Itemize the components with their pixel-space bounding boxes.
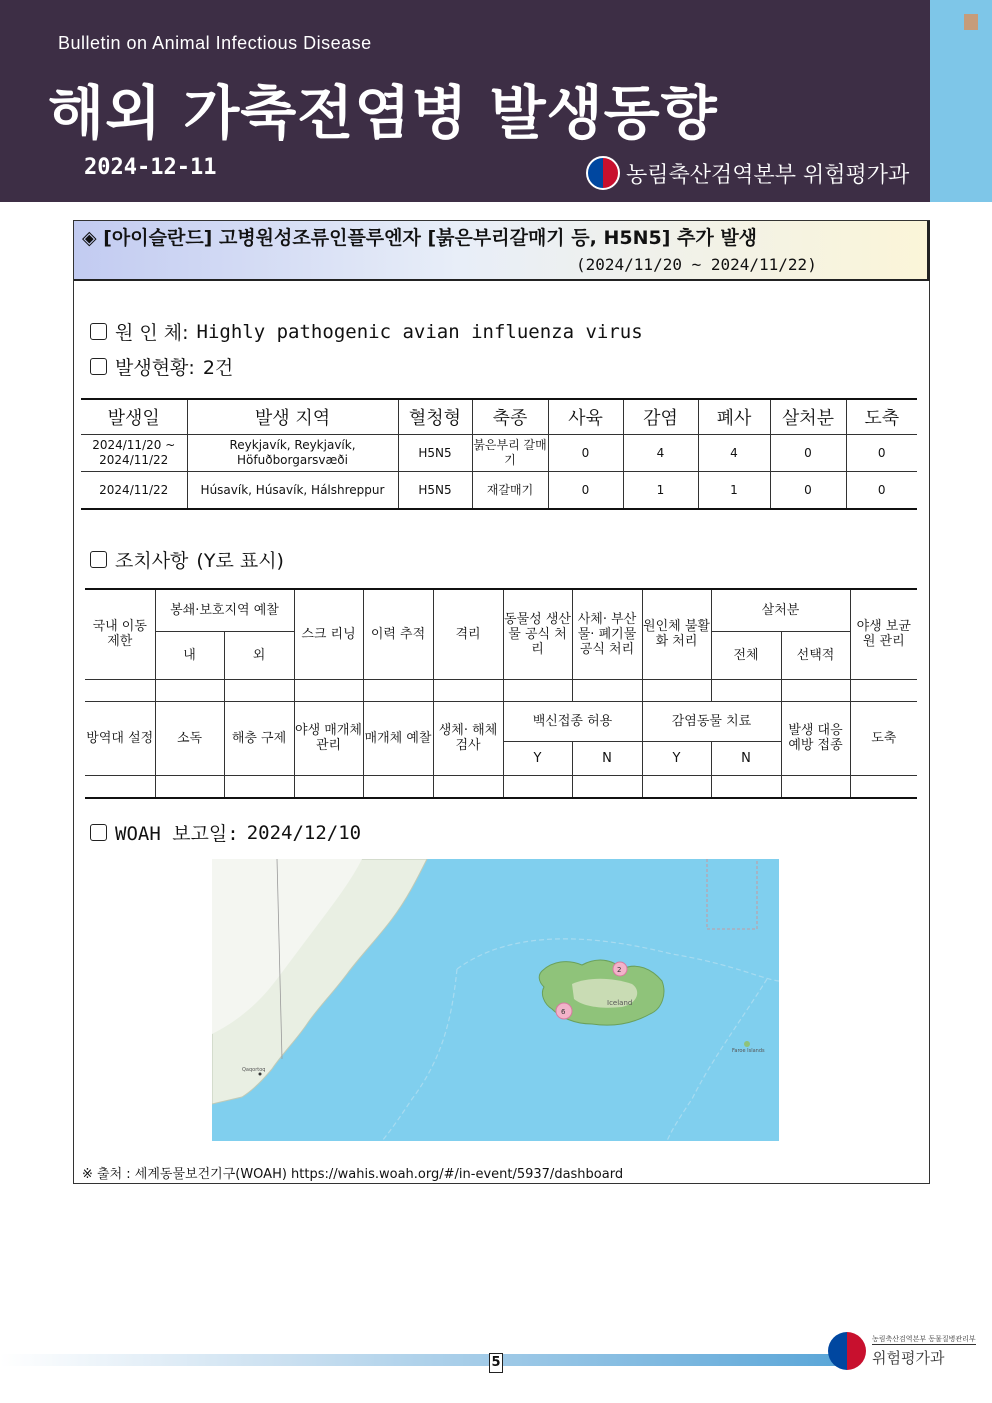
eez-line [667, 979, 767, 1141]
checkbox-icon [90, 824, 107, 841]
cluster-count: 6 [561, 1008, 566, 1016]
measures-blank-row [85, 679, 917, 701]
measures-table [85, 588, 917, 799]
woah-date: 2024/12/10 [246, 821, 362, 844]
m-prevent-vacc: 발생 대응 예방 접종 [781, 701, 850, 775]
status-label: 발생현황: [115, 357, 195, 379]
col-header: 살처분 [770, 399, 846, 435]
accent-square-icon [964, 14, 978, 30]
m-inactivation: 원인체 불활화 처리 [642, 589, 711, 679]
page-number: 5 [489, 1353, 503, 1373]
m-quarantine: 격리 [433, 589, 503, 679]
cell-region: Húsavík, Húsavík, Hálshreppur [187, 472, 398, 510]
col-header: 폐사 [698, 399, 770, 435]
m-treatment: 감염동물 치료 [642, 701, 781, 741]
iceland-label: Iceland [607, 999, 633, 1007]
measures-note: (Y로 표시) [196, 550, 284, 572]
measures-label: 조치사항 [115, 550, 189, 572]
m-vacc-y: Y [503, 741, 572, 775]
footer-org [872, 1334, 976, 1368]
col-header: 혈청형 [398, 399, 472, 435]
cell-killed: 0 [770, 472, 846, 510]
header-accent-bar [930, 0, 992, 202]
col-header: 사육 [548, 399, 623, 435]
m-wild-vector: 야생 매개체 관리 [294, 701, 363, 775]
m-cull-all: 전체 [711, 631, 781, 679]
outbreak-table [81, 398, 917, 510]
pathogen-line [90, 318, 643, 345]
footer-org-small: 농림축산검역본부 동물질병관리부 [872, 1335, 976, 1343]
footer-org-big: 위험평가과 [872, 1344, 976, 1368]
measures-blank-row [85, 775, 917, 798]
m-carcass: 사체· 부산물· 폐기물 공식 처리 [572, 589, 642, 679]
cell-susceptible: 0 [548, 435, 623, 472]
section-title: ◈ [아이슬란드] 고병원성조류인플루엔자 [붉은부리갈매기 등, H5N5] 추가 발생 [82, 227, 758, 249]
m-treat-y: Y [642, 741, 711, 775]
section-header [74, 221, 929, 281]
cell-serotype: H5N5 [398, 472, 472, 510]
header-org-text: 농림축산검역본부 위험평가과 [626, 162, 910, 188]
cell-date: 2024/11/20 ~ 2024/11/22 [81, 435, 187, 472]
woah-line [90, 819, 361, 846]
cell-species: 붉은부리 갈매기 [472, 435, 548, 472]
m-zone-out: 외 [224, 631, 294, 679]
cell-deaths: 1 [698, 472, 770, 510]
m-vacc-n: N [572, 741, 642, 775]
cell-killed: 0 [770, 435, 846, 472]
m-domestic: 국내 이동 제한 [85, 589, 155, 679]
taeguk-logo-icon [586, 156, 620, 190]
col-header: 발생일 [81, 399, 187, 435]
cell-deaths: 4 [698, 435, 770, 472]
header-subtitle: Bulletin on Animal Infectious Disease [58, 33, 372, 53]
section-period: (2024/11/20 ~ 2024/11/22) [576, 255, 817, 274]
table-row [81, 472, 917, 510]
m-trace: 이력 추적 [363, 589, 433, 679]
m-zone-in: 내 [155, 631, 224, 679]
m-vector-survey: 매개체 예찰 [363, 701, 433, 775]
page-header [0, 0, 930, 202]
map-svg [212, 859, 779, 1141]
m-cull-select: 선택적 [781, 631, 850, 679]
pathogen-value: Highly pathogenic avian influenza virus [196, 320, 643, 343]
cell-date: 2024/11/22 [81, 472, 187, 510]
cell-cases: 4 [623, 435, 698, 472]
table-row [81, 435, 917, 472]
measures-line [90, 546, 284, 573]
m-products: 동물성 생산물 공식 처리 [503, 589, 572, 679]
town-label: Qaqortoq [242, 1067, 266, 1073]
measures-header-row-1a [85, 589, 917, 631]
header-org [586, 156, 909, 190]
faroe-land [744, 1041, 750, 1047]
taeguk-logo-icon [828, 1332, 866, 1370]
footer-line [0, 1354, 840, 1366]
cell-susceptible: 0 [548, 472, 623, 510]
report-frame [73, 220, 930, 1184]
col-header: 감염 [623, 399, 698, 435]
source-note: ※ 출처 : 세계동물보건기구(WOAH) https://wahis.woah.org/#/in-event/5937/dashboard [82, 1167, 624, 1182]
header-title: 해외 가축전염병 발생동향 [48, 79, 718, 147]
map-box [707, 859, 757, 929]
m-screening: 스크 리닝 [294, 589, 363, 679]
m-slaughter: 도축 [850, 701, 917, 775]
section-shadow [927, 221, 930, 281]
checkbox-icon [90, 358, 107, 375]
outbreak-header-row [81, 399, 917, 435]
checkbox-icon [90, 323, 107, 340]
woah-label: WOAH 보고일: [115, 823, 239, 845]
cell-region: Reykjavík, Reykjavík, Höfuðborgarsvæði [187, 435, 398, 472]
checkbox-icon [90, 551, 107, 568]
cell-slaughtered: 0 [846, 435, 917, 472]
cell-cases: 1 [623, 472, 698, 510]
m-pest: 해충 구제 [224, 701, 294, 775]
m-biosample: 생체· 해체 검사 [433, 701, 503, 775]
m-vaccine: 백신접종 허용 [503, 701, 642, 741]
status-value: 2건 [202, 357, 234, 379]
m-zoning: 방역대 설정 [85, 701, 155, 775]
outbreak-map[interactable] [212, 859, 779, 1141]
col-header: 발생 지역 [187, 399, 398, 435]
cell-species: 재갈매기 [472, 472, 548, 510]
col-header: 축종 [472, 399, 548, 435]
faroe-label: Faroe Islands [732, 1048, 765, 1054]
m-disinfection: 소독 [155, 701, 224, 775]
status-line [90, 353, 233, 380]
m-culling: 살처분 [711, 589, 850, 631]
eez-line [382, 969, 457, 1141]
m-zone: 봉쇄·보호지역 예찰 [155, 589, 294, 631]
m-reservoir: 야생 보균원 관리 [850, 589, 917, 679]
footer-logo [828, 1332, 976, 1370]
col-header: 도축 [846, 399, 917, 435]
cell-serotype: H5N5 [398, 435, 472, 472]
measures-header-row-2a [85, 701, 917, 741]
pathogen-label: 원 인 체: [115, 322, 189, 344]
cluster-count: 2 [617, 966, 622, 974]
cell-slaughtered: 0 [846, 472, 917, 510]
m-treat-n: N [711, 741, 781, 775]
header-date: 2024-12-11 [84, 155, 217, 180]
